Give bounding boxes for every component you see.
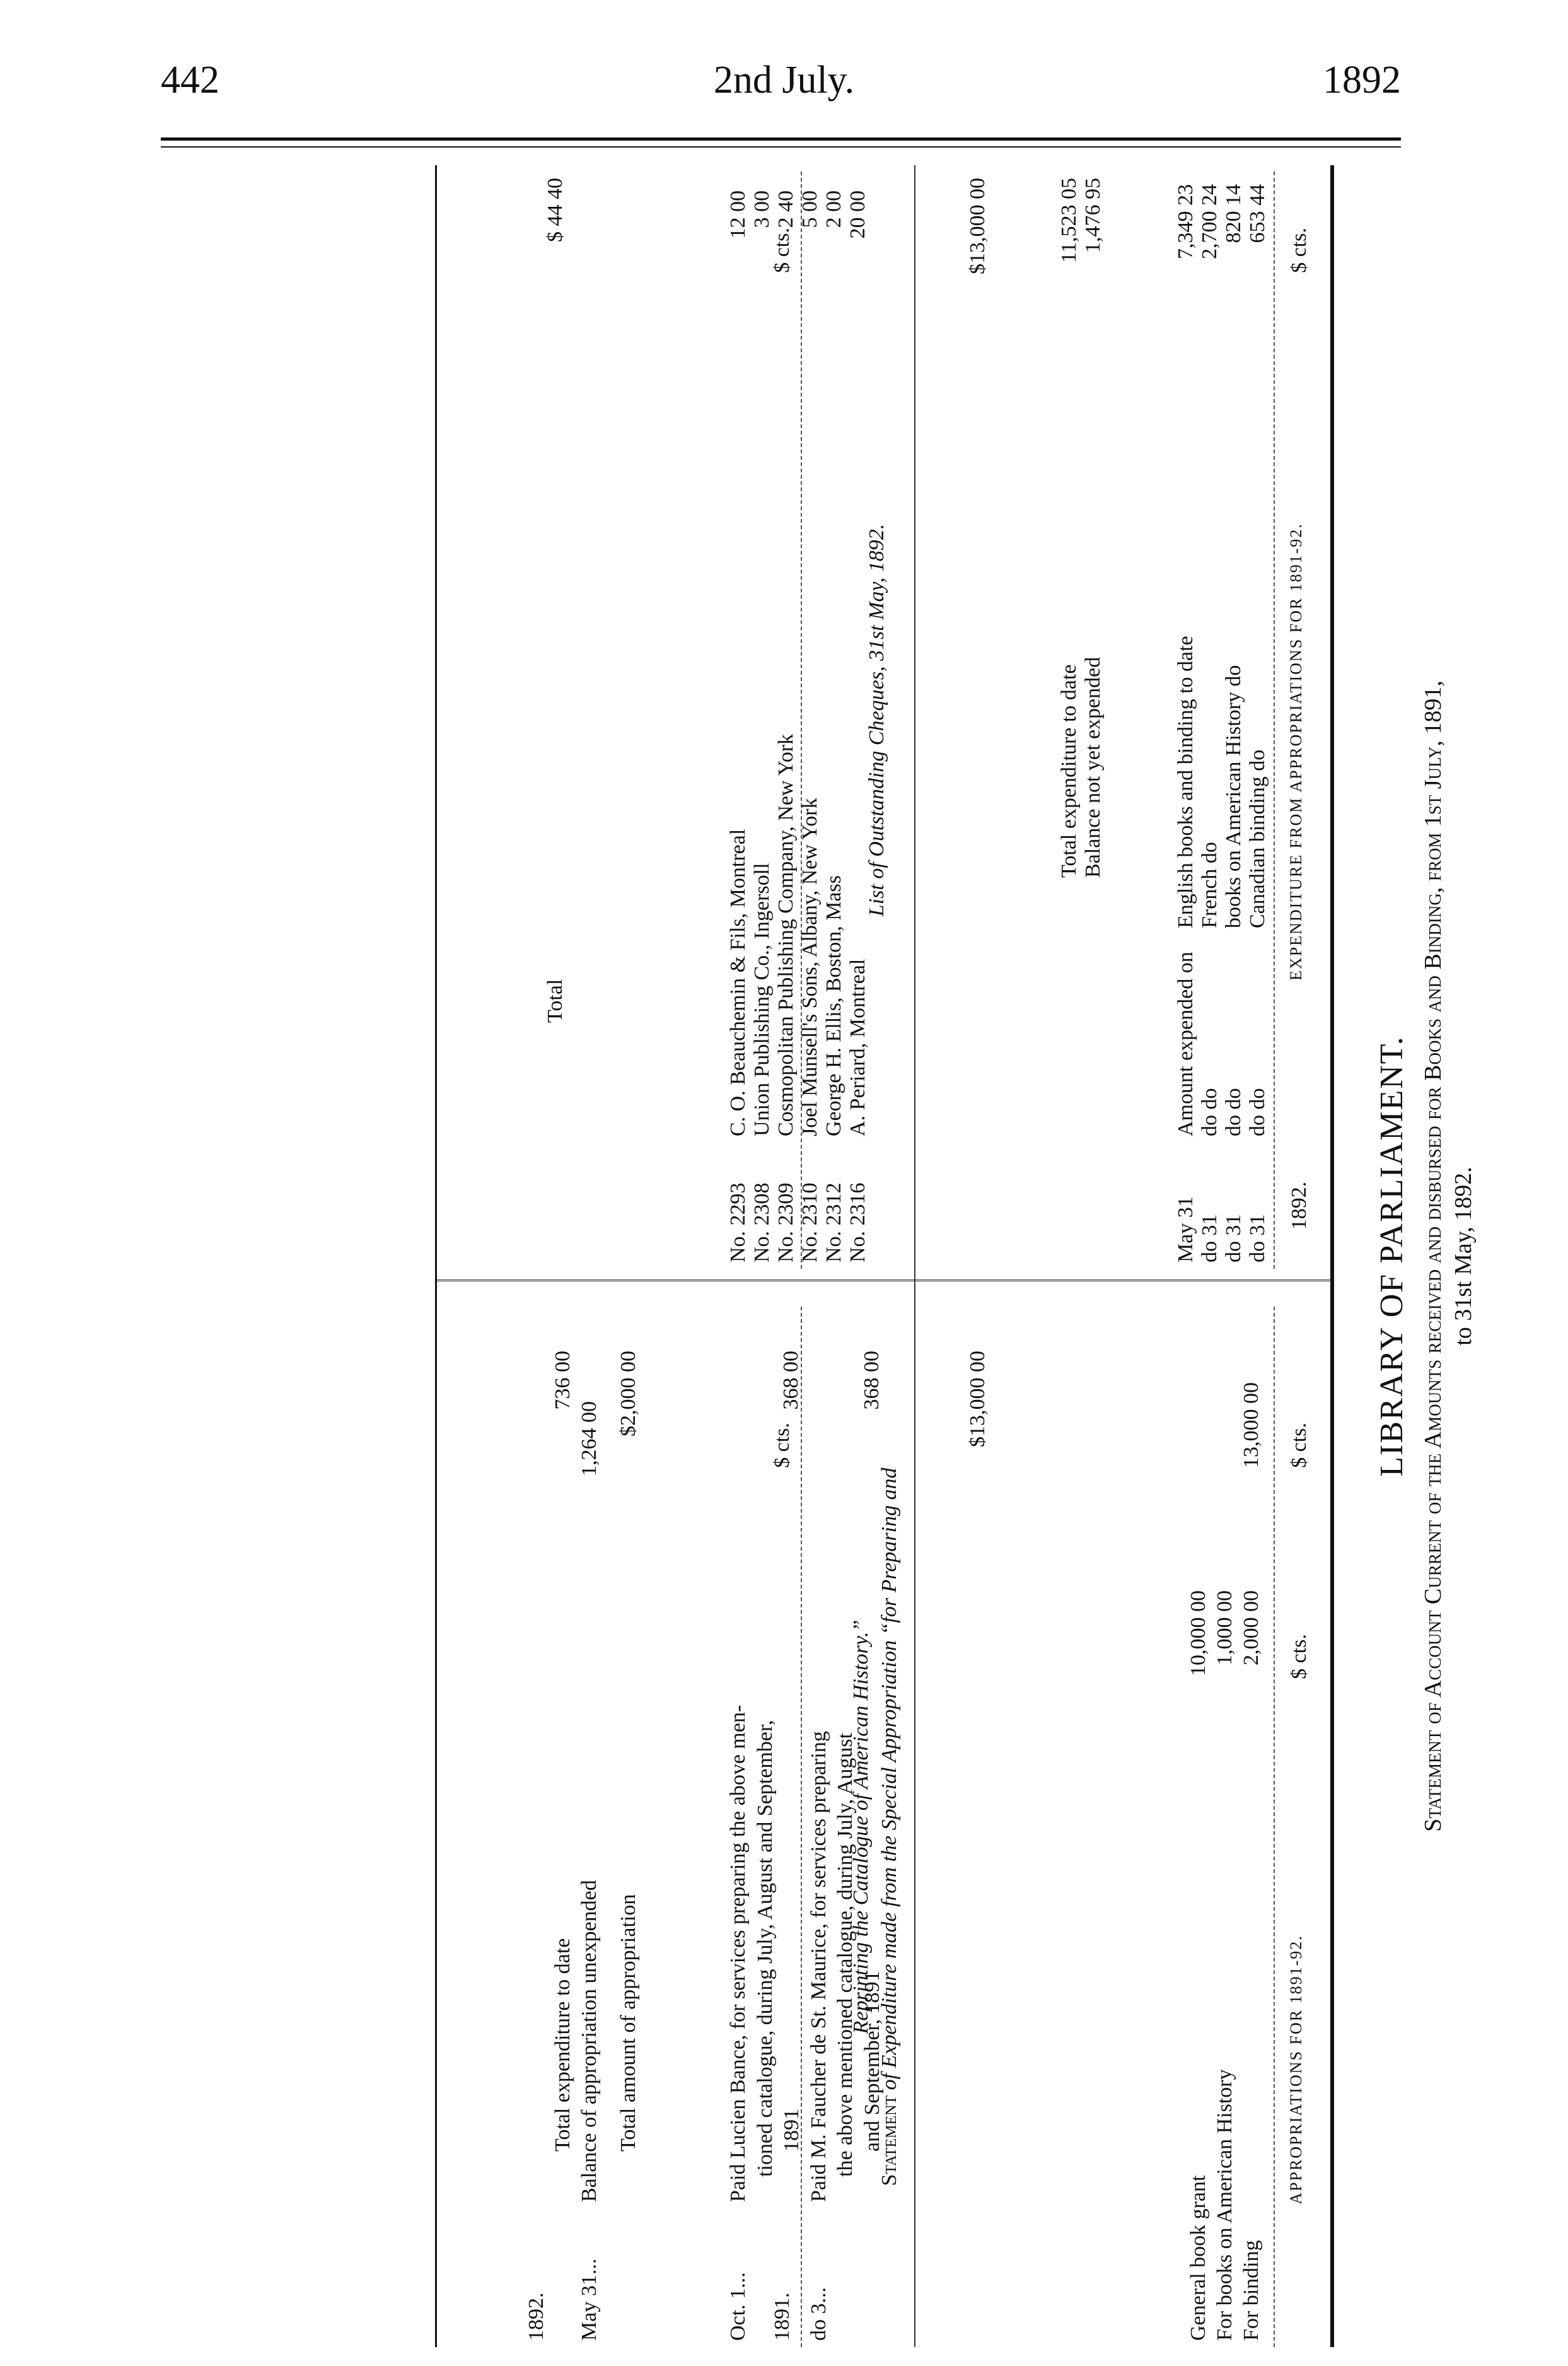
special-entry [725, 1319, 806, 2341]
cheque-number: No. 2310 [798, 1182, 822, 1262]
appropriation-amount: 2,000 00 [1240, 1590, 1263, 1665]
expenditure-amount: 2,700 24 [1198, 184, 1221, 259]
document-title: LIBRARY OF PARLIAMENT. [1374, 1035, 1410, 1477]
expenditure-row [1173, 172, 1197, 1262]
cheques-rows [725, 178, 869, 1262]
cheques-unit-header: $ cts. [770, 228, 794, 273]
cheques-total-row [542, 178, 569, 1136]
expenditure-date: do 31 [1198, 1214, 1221, 1262]
cheque-row [821, 178, 845, 1262]
rotated-page [246, 146, 1482, 2366]
special-grand-label: Total amount of appropriation [617, 1894, 640, 2152]
special-total-row [550, 1319, 576, 2341]
special-heading-line2: Reprinting the Catalogue of American History.” [849, 1619, 873, 2034]
cheques-total: $ 44 40 [543, 178, 567, 242]
special-balance-label: Balance of appropriation unexpended [578, 1880, 601, 2202]
page-year: 1892 [1323, 59, 1401, 102]
cheque-payee: George H. Ellis, Boston, Mass [822, 875, 845, 1136]
cheque-amount: 2 00 [822, 190, 845, 228]
statement-subtitle [1419, 146, 1449, 2366]
page-number: 442 [161, 59, 219, 102]
expenditure-rows [1173, 172, 1269, 1262]
expenditure-prefix: do do [1198, 1088, 1221, 1136]
special-entry-amount: 368 00 [859, 1351, 883, 1410]
expenditure-grand-total: $13,000 00 [966, 178, 989, 274]
expenditure-prefix: do do [1222, 1088, 1245, 1136]
special-entry-line: the above mentioned catalogue, during July, August [833, 1732, 857, 2177]
cheque-number: No. 2316 [846, 1182, 869, 1262]
expenditure-balance-label: Balance not yet expended [1081, 656, 1105, 878]
cheque-row [797, 178, 821, 1262]
appropriation-row [1185, 1344, 1212, 2341]
special-entry-text [725, 1540, 806, 2202]
special-grand-row [615, 1319, 642, 2341]
header-rule [161, 137, 1401, 141]
cheque-number: No. 2308 [750, 1182, 774, 1262]
appropriation-amount: 1,000 00 [1213, 1590, 1236, 1665]
cheque-payee: A. Periard, Montreal [846, 959, 869, 1136]
statement-content [246, 146, 1482, 2366]
cheque-amount: 5 00 [798, 190, 822, 228]
special-entry-date: Oct. 1... [726, 2272, 750, 2341]
expenditure-amount: 653 44 [1246, 184, 1269, 243]
appropriations-rows [1185, 1344, 1265, 2341]
appropriation-row [1238, 1344, 1265, 2341]
special-heading-prefix: Statement [878, 2095, 901, 2186]
special-entry-line: Paid Lucien Bance, for services preparing the above men- [726, 1705, 750, 2202]
special-unit-header: $ cts. [770, 1423, 794, 1468]
cheque-row [773, 178, 797, 1262]
expenditure-row [1197, 172, 1221, 1262]
cheques-heading: List of Outstanding Cheques, 31st May, 1892. [865, 523, 888, 917]
expenditure-totals [1056, 178, 1104, 928]
expenditure-header-rule [1274, 172, 1275, 1269]
special-balance-date: May 31... [578, 2258, 601, 2341]
cheque-amount: 20 00 [846, 190, 869, 239]
expenditure-date: May 31 [1174, 1196, 1197, 1262]
special-totals [523, 1319, 642, 2341]
appropriation-row [1212, 1344, 1238, 2341]
cheque-payee: C. O. Beauchemin & Fils, Montreal [726, 829, 750, 1136]
expenditure-total-label: Total expenditure to date [1057, 664, 1081, 878]
expenditure-amount: 7,349 23 [1174, 184, 1197, 259]
appropriations-unit-header-2: $ cts. [1287, 1423, 1311, 1468]
appropriations-heading: APPROPRIATIONS FOR 1891-92. [1287, 1935, 1305, 2205]
special-entries [725, 1319, 886, 2341]
cheque-amount: 12 00 [726, 190, 750, 239]
expenditure-heading: EXPENDITURE FROM APPROPRIATIONS FOR 1891-92. [1287, 523, 1305, 981]
special-entry-line: Paid M. Faucher de St. Maurice, for services preparing [806, 1731, 830, 2202]
special-entry-date: do 3... [806, 2287, 830, 2341]
appropriations-unit-header: $ cts. [1287, 1634, 1311, 1679]
appropriation-label: For books on American History [1213, 2069, 1236, 2341]
appropriation-subtotal: 13,000 00 [1240, 1382, 1263, 1468]
cheque-payee: Union Publishing Co., Ingersoll [750, 863, 774, 1136]
appropriation-label: For binding [1240, 2240, 1263, 2341]
appropriations-header-rule [1274, 1307, 1275, 2347]
special-entry-amount: 368 00 [779, 1351, 803, 1410]
special-year-1891: 1891. [770, 2292, 794, 2341]
expenditure-amount: 820 14 [1222, 184, 1245, 243]
cheques-total-label: Total [543, 979, 567, 1023]
expenditure-balance-row [1080, 178, 1104, 928]
cheque-row [749, 178, 773, 1262]
cheque-row [845, 178, 869, 1262]
cheque-amount: 2 40 [774, 190, 798, 228]
special-entry-text [806, 1540, 886, 2202]
upper-frame-rule [1330, 165, 1334, 2347]
subtitle-line1: Statement of Account Current of the Amounts received and disbursed for Books and Binding, from 1st July, 1891, [1420, 680, 1446, 1832]
expenditure-total-row [1056, 178, 1080, 928]
expenditure-prefix: Amount expended on [1174, 952, 1197, 1136]
expenditure-balance: 1,476 95 [1081, 178, 1105, 253]
expenditure-desc: books on American History do [1222, 665, 1245, 928]
expenditure-desc: English books and binding to date [1174, 636, 1197, 928]
expenditure-row [1221, 172, 1245, 1262]
cheque-number: No. 2312 [822, 1182, 845, 1262]
cheque-number: No. 2293 [726, 1182, 750, 1262]
page-date: 2nd July. [713, 59, 855, 102]
appropriations-total: $13,000 00 [966, 1351, 989, 1447]
section-divider [914, 165, 915, 2347]
cheque-payee: Cosmopolitan Publishing Company, New York [774, 733, 798, 1136]
special-total: 736 00 [551, 1351, 574, 1410]
special-entry-line: tioned catalogue, during July, August and September, [753, 1720, 777, 2177]
lower-frame-rule [435, 165, 437, 2347]
special-entry [806, 1319, 886, 2341]
special-balance-row [576, 1319, 603, 2341]
expenditure-date: do 31 [1222, 1214, 1245, 1262]
special-balance: 1,264 00 [578, 1401, 601, 1476]
cheque-payee: Joel Munsell's Sons, Albany, New York [798, 798, 822, 1136]
expenditure-row [1245, 172, 1269, 1262]
special-total-label: Total expenditure to date [551, 1938, 574, 2152]
special-year-1892: 1892. [525, 2292, 548, 2341]
expenditure-year: 1892. [1287, 1181, 1311, 1230]
cheque-number: No. 2309 [774, 1182, 798, 1262]
special-heading-rest: of Expenditure made from the Special Appropriation “for Preparing and [878, 1467, 901, 2095]
special-entry-line: 1891 [780, 2109, 803, 2152]
expenditure-prefix: do do [1246, 1088, 1269, 1136]
expenditure-desc: French do [1198, 842, 1221, 928]
expenditure-desc: Canadian binding do [1246, 749, 1269, 928]
cheque-amount: 3 00 [750, 190, 774, 228]
appropriation-label: General book grant [1187, 2175, 1210, 2341]
center-divider [435, 1279, 1330, 1281]
expenditure-unit-header: $ cts. [1287, 228, 1311, 273]
special-grand-total: $2,000 00 [617, 1351, 640, 1436]
subtitle-line2: to 31st May, 1892. [1450, 1167, 1477, 1346]
appropriation-amount: 10,000 00 [1187, 1590, 1210, 1676]
expenditure-date: do 31 [1246, 1214, 1269, 1262]
cheque-row [725, 178, 749, 1262]
special-entry-line: and September, 1891 [860, 1971, 884, 2152]
expenditure-total: 11,523 05 [1057, 178, 1081, 263]
